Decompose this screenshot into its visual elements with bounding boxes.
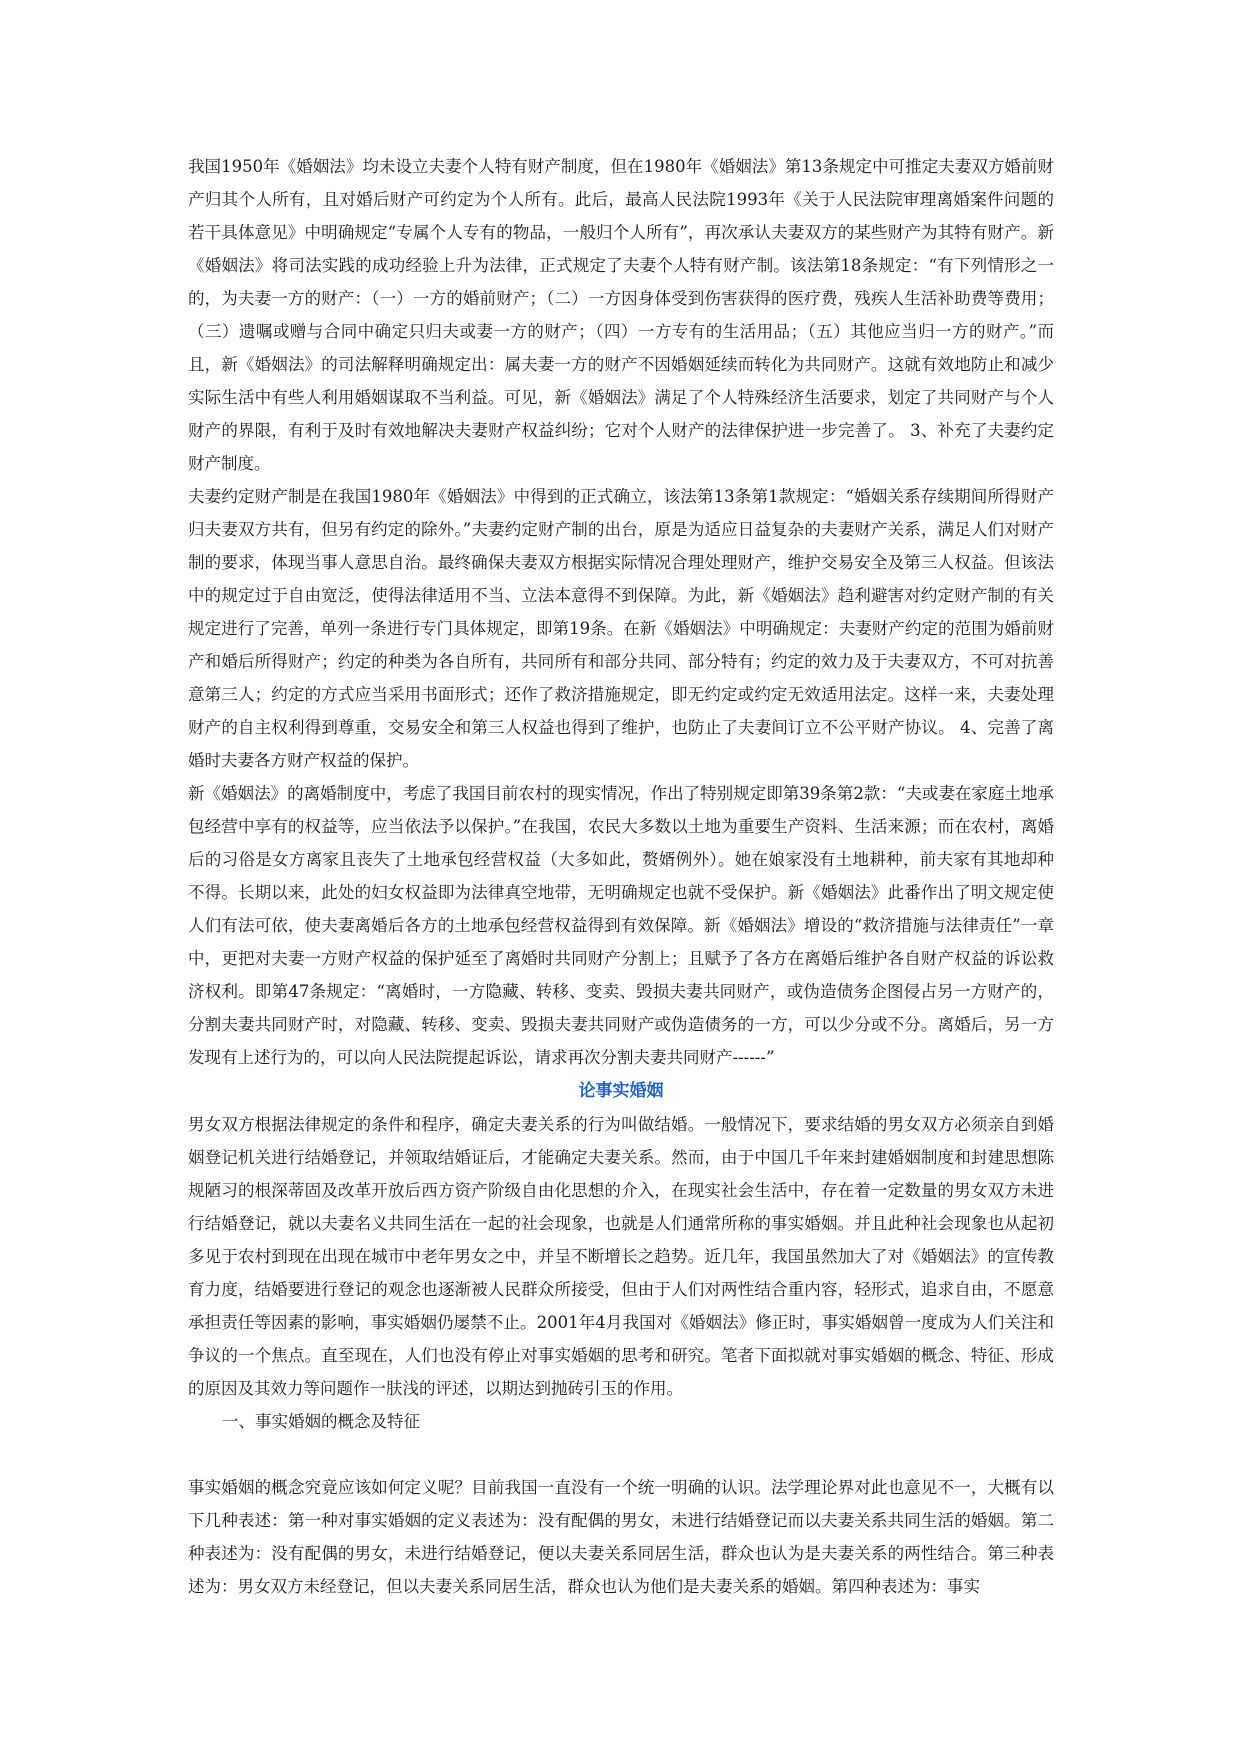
paragraph-divorce-property: 新《婚姻法》的离婚制度中，考虑了我国目前农村的现实情况，作出了特别规定即第39条第2款：“夫或妻在家庭土地承包经营中享有的权益等，应当依法予以保护。”在我国，农民大多数以土地为重要生产资料、生活来源；而在农村，离婚后的习俗是女方离家且丧失了土地承包经营权益（大多如此，赘婿例外）。她在娘家没有土地耕种，前夫家有其地却种不得。长期以来，此处的妇女权益即为法律真空地带，无明确规定也就不受保护。新《婚姻法》此番作出了明文规定使人们有法可依，使夫妻离婚后各方的土地承包经营权益得到有效保障。新《婚姻法》增设的“救济措施与法律责任”一章中，更把对夫妻一方财产权益的保护延至了离婚时共同财产分割上；且赋予了各方在离婚后维护各自财产权益的诉讼救济权利。即第47条规定：“离婚时，一方隐藏、转移、变卖、毁损夫妻共同财产，或伪造债务企图侵占另一方财产的，分割夫妻共同财产时，对隐藏、转移、变卖、毁损夫妻共同财产或伪造债务的一方，可以少分或不分。离婚后，另一方发现有上述行为的，可以向人民法院提起诉讼，请求再次分割夫妻共同财产------” [188, 784, 1054, 1067]
paragraph-definition: 事实婚姻的概念究竟应该如何定义呢？目前我国一直没有一个统一明确的认识。法学理论界对此也意见不一，大概有以下几种表述：第一种对事实婚姻的定义表述为：没有配偶的男女，未进行结婚登记而以夫妻关系共同生活的婚姻。第二种表述为：没有配偶的男女，未进行结婚登记，便以夫妻关系同居生活，群众也认为是夫妻关系的两性结合。第三种表述为：男女双方未经登记，但以夫妻关系同居生活，群众也认为他们是夫妻关系的婚姻。第四种表述为：事实 [188, 1478, 1054, 1596]
paragraph-de-facto-marriage-intro: 男女双方根据法律规定的条件和程序，确定夫妻关系的行为叫做结婚。一般情况下，要求结婚的男女双方必须亲自到婚姻登记机关进行结婚登记，并领取结婚证后，才能确定夫妻关系。然而，由于中国几千年来封建婚姻制度和封建思想陈规陋习的根深蒂固及改革开放后西方资产阶级自由化思想的介入，在现实社会生活中，存在着一定数量的男女双方未进行结婚登记，就以夫妻名义共同生活在一起的社会现象，也就是人们通常所称的事实婚姻。并且此种社会现象也从起初多见于农村到现在出现在城市中老年男女之中，并呈不断增长之趋势。近几年，我国虽然加大了对《婚姻法》的宣传教育力度，结婚要进行登记的观念也逐渐被人民群众所接受，但由于人们对两性结合重内容，轻形式，追求自由，不愿意承担责任等因素的影响，事实婚姻仍屡禁不止。2001年4月我国对《婚姻法》修正时，事实婚姻曾一度成为人们关注和争议的一个焦点。直至现在，人们也没有停止对事实婚姻的思考和研究。笔者下面拟就对事实婚姻的概念、特征、形成的原因及其效力等问题作一肤浅的评述，以期达到抛砖引玉的作用。 [188, 1115, 1054, 1398]
paragraph-personal-property: 我国1950年《婚姻法》均未设立夫妻个人特有财产制度，但在1980年《婚姻法》第13条规定中可推定夫妻双方婚前财产归其个人所有，且对婚后财产可约定为个人所有。此后，最高人民法院1993年《关于人民法院审理离婚案件问题的若干具体意见》中明确规定“专属个人专有的物品，一般归个人所有”，再次承认夫妻双方的某些财产为其特有财产。新《婚姻法》将司法实践的成功经验上升为法律，正式规定了夫妻个人特有财产制。该法第18条规定：“有下列情形之一的，为夫妻一方的财产：（一）一方的婚前财产；（二）一方因身体受到伤害获得的医疗费，残疾人生活补助费等费用；（三）遗嘱或赠与合同中确定只归夫或妻一方的财产；（四）一方专有的生活用品；（五）其他应当归一方的财产。”而且，新《婚姻法》的司法解释明确规定出：属夫妻一方的财产不因婚姻延续而转化为共同财产。这就有效地防止和减少实际生活中有些人利用婚姻谋取不当利益。可见，新《婚姻法》满足了个人特殊经济生活要求，划定了共同财产与个人财产的界限，有利于及时有效地解决夫妻财产权益纠纷；它对个人财产的法律保护进一步完善了。 3、补充了夫妻约定财产制度。 [188, 157, 1054, 473]
paragraph-spacer [188, 1438, 1054, 1471]
paragraph-agreed-property: 夫妻约定财产制是在我国1980年《婚姻法》中得到的正式确立，该法第13条第1款规定：“婚姻关系存续期间所得财产归夫妻双方共有，但另有约定的除外。”夫妻约定财产制的出台，原是为适应日益复杂的夫妻财产关系，满足人们对财产制的要求，体现当事人意思自治。最终确保夫妻双方根据实际情况合理处理财产，维护交易安全及第三人权益。但该法中的规定过于自由宽泛，使得法律适用不当、立法本意得不到保障。为此，新《婚姻法》趋利避害对约定财产制的有关规定进行了完善，单列一条进行专门具体规定，即第19条。在新《婚姻法》中明确规定：夫妻财产约定的范围为婚前财产和婚后所得财产；约定的种类为各自所有，共同所有和部分共同、部分特有；约定的效力及于夫妻双方，不可对抗善意第三人；约定的方式应当采用书面形式；还作了救济措施规定，即无约定或约定无效适用法定。这样一来，夫妻处理财产的自主权利得到尊重，交易安全和第三人权益也得到了维护，也防止了夫妻间订立不公平财产协议。 4、完善了离婚时夫妻各方财产权益的保护。 [188, 487, 1054, 770]
section-heading: 论事实婚姻 [578, 1081, 664, 1101]
subsection-heading: 一、事实婚姻的概念及特征 [222, 1412, 420, 1431]
document-page [188, 150, 1054, 1603]
